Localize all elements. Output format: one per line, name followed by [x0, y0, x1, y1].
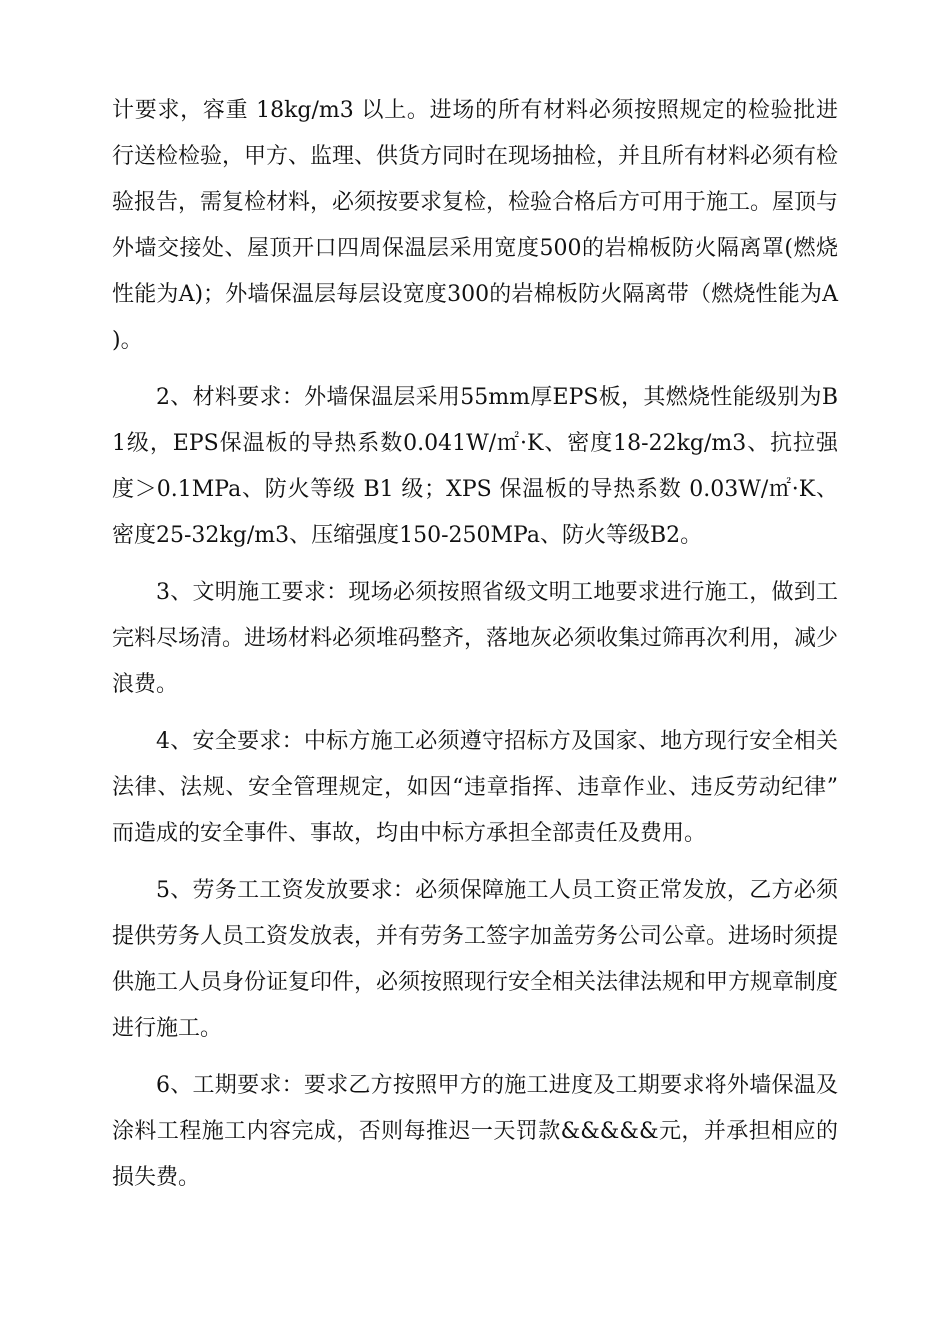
paragraph-insulation-spec: 计要求，容重 18kg/m3 以上。进场的所有材料必须按照规定的检验批进行送检检验，甲方、监理、供货方同时在现场抽检，并且所有材料必须有检验报告，需复检材料，必须按要求复检，检验合格后方可用于施工。屋顶与外墙交接处、屋顶开口四周保温层采用宽度500的岩棉板防火隔离罩(燃烧性能为A)；外墙保温层每层设宽度300的岩棉板防火隔离带（燃烧性能为A)。: [112, 98, 839, 353]
paragraph-material-requirements: 2、材料要求：外墙保温层采用55mm厚EPS板，其燃烧性能级别为B1级，EPS保温板的导热系数0.041W/㎡·K、密度18-22kg/m3、抗拉强度＞0.1MPa、防火等级 B1 级；XPS 保温板的导热系数 0.03W/㎡·K、密度25-32kg/m3、压缩强度150-250MPa、防火等级B2。: [112, 385, 838, 548]
paragraph-civilized-construction: 3、文明施工要求：现场必须按照省级文明工地要求进行施工，做到工完料尽场清。进场材料必须堆码整齐，落地灰必须收集过筛再次利用，减少浪费。: [112, 580, 839, 697]
document-body: [112, 88, 838, 1212]
paragraph-safety-requirements: 4、安全要求：中标方施工必须遵守招标方及国家、地方现行安全相关法律、法规、安全管理规定，如因“违章指挥、违章作业、违反劳动纪律”而造成的安全事件、事故，均由中标方承担全部责任及费用。: [112, 729, 838, 846]
paragraph-wage-payment: 5、劳务工工资发放要求：必须保障施工人员工资正常发放，乙方必须提供劳务人员工资发放表，并有劳务工签字加盖劳务公司公章。进场时须提供施工人员身份证复印件，必须按照现行安全相关法律法规和甲方规章制度进行施工。: [112, 878, 839, 1041]
paragraph-schedule-requirements: 6、工期要求：要求乙方按照甲方的施工进度及工期要求将外墙保温及涂料工程施工内容完成，否则每推迟一天罚款&&&&&元，并承担相应的损失费。: [112, 1073, 838, 1190]
